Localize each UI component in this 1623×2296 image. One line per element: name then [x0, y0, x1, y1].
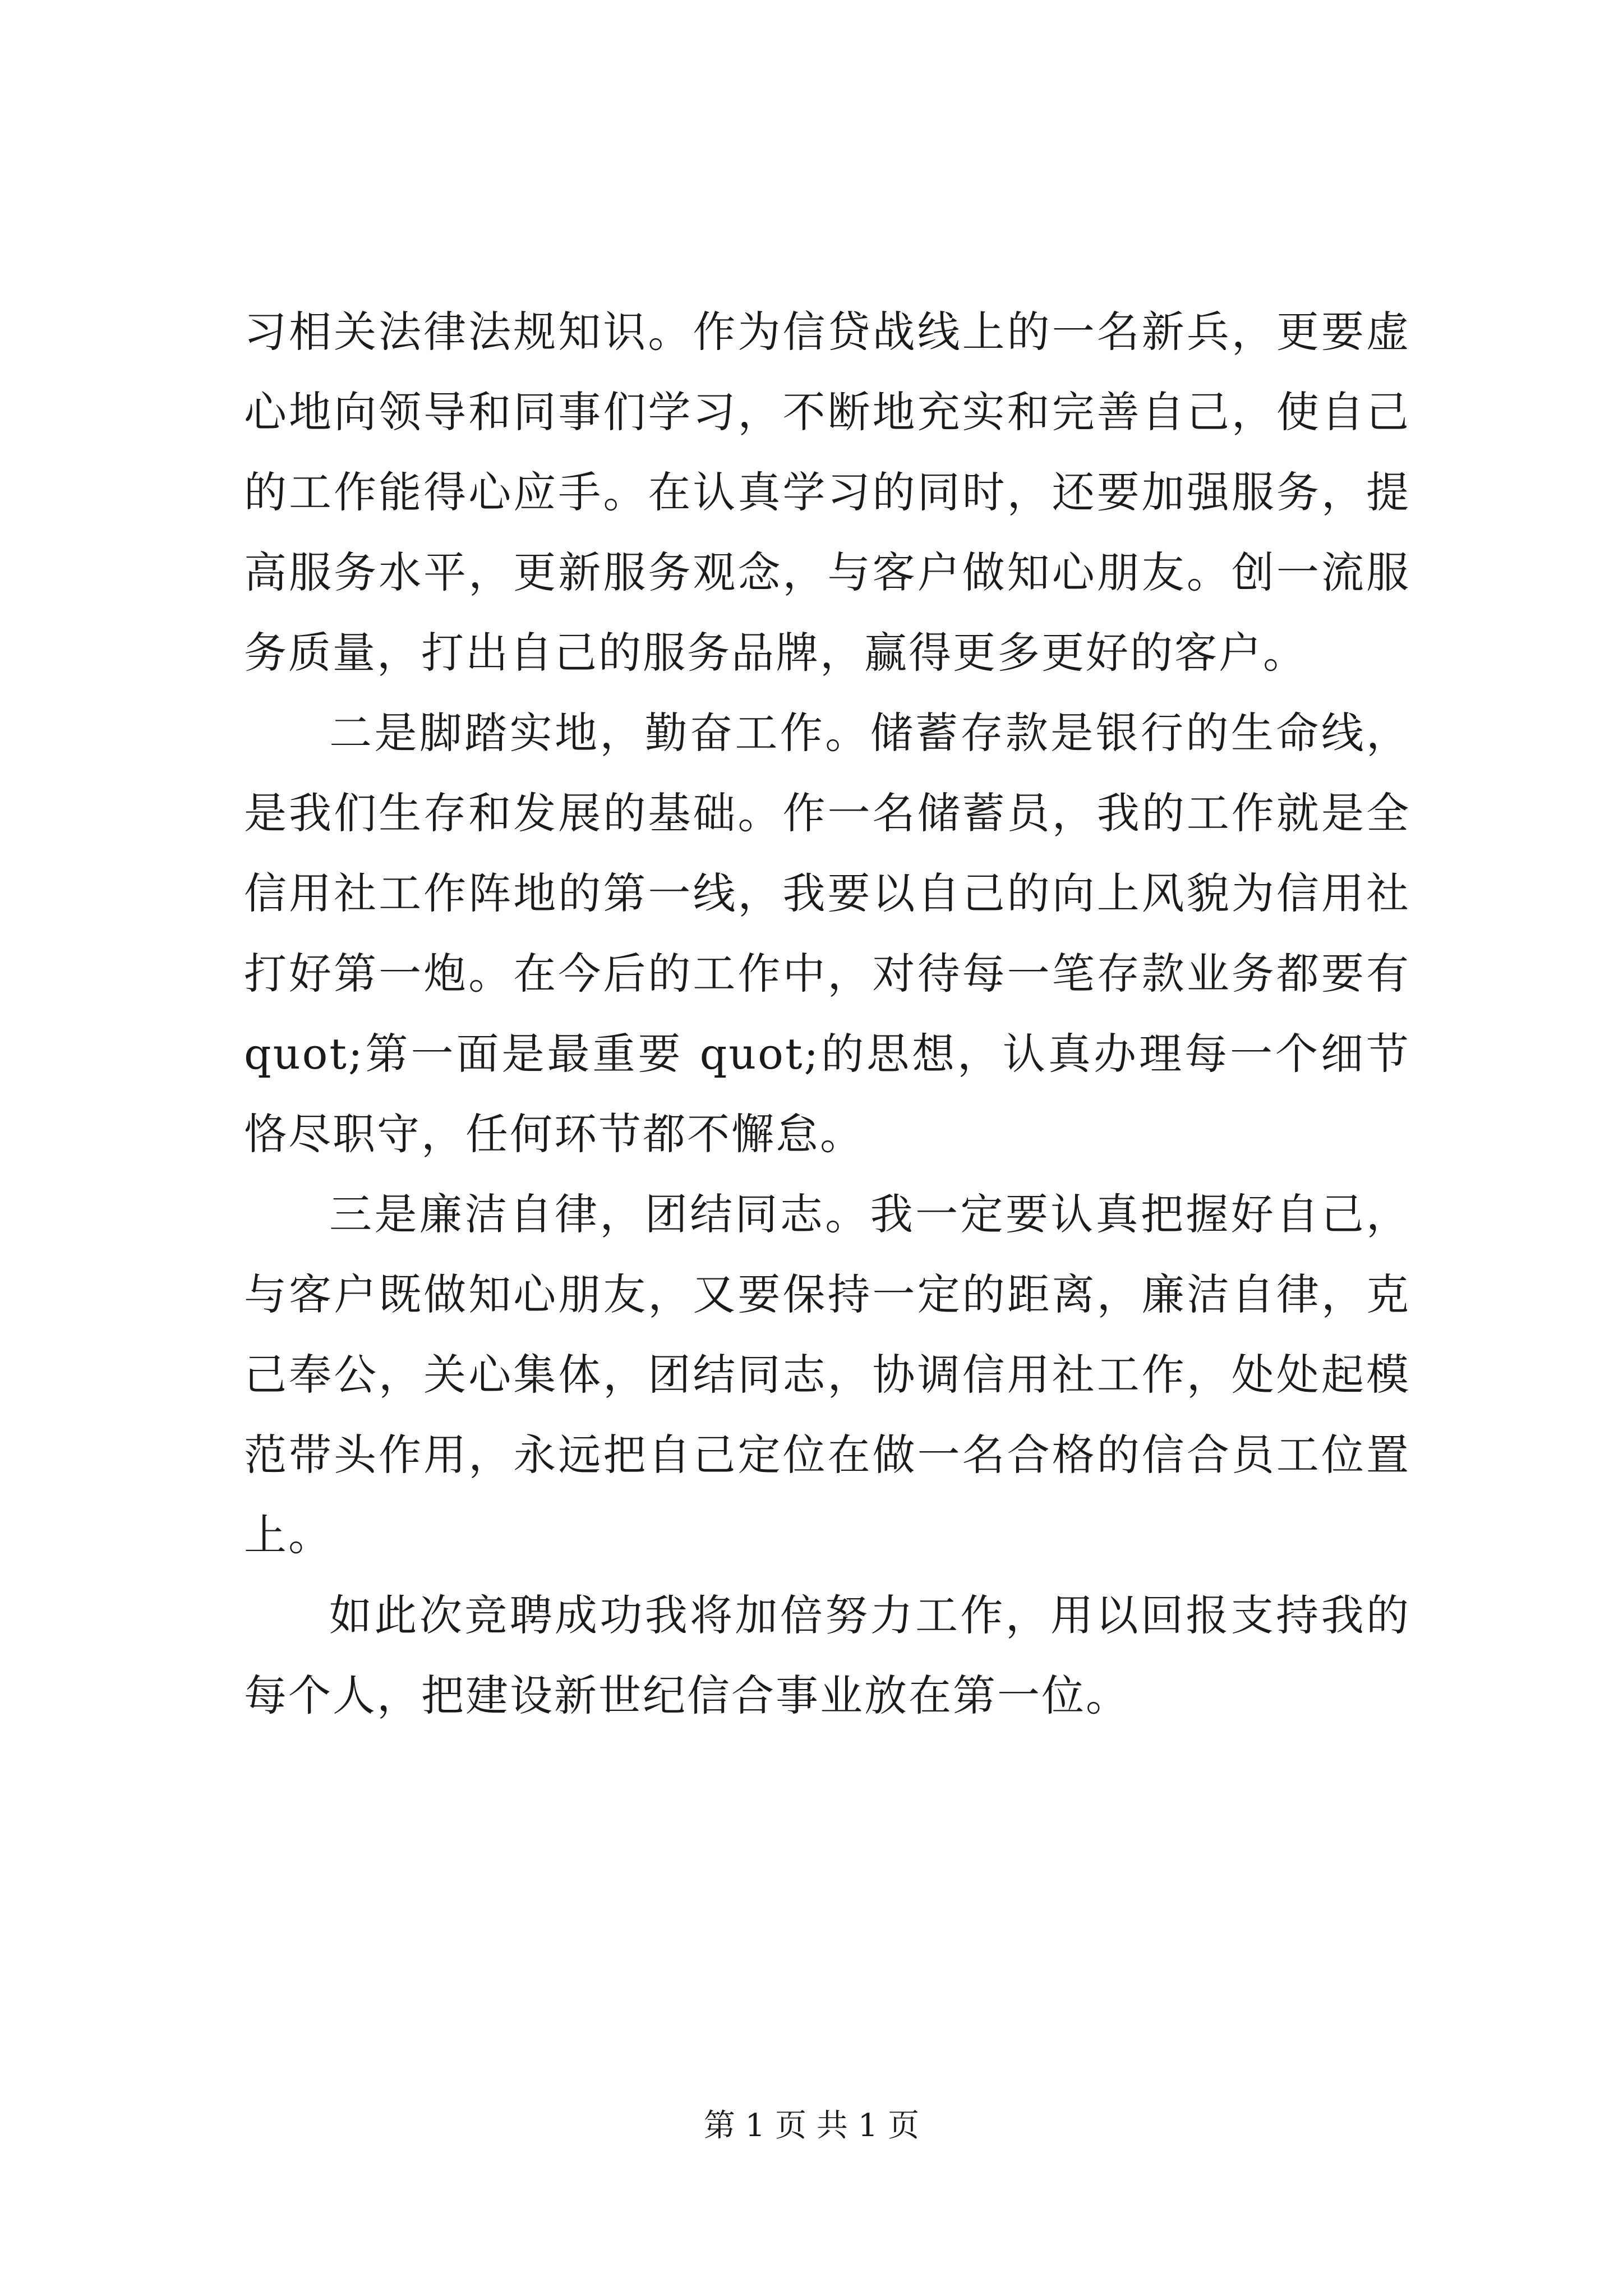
- page-footer: 第 1 页 共 1 页: [703, 2108, 920, 2144]
- paragraph-continuation: 习相关法律法规知识。作为信贷战线上的一名新兵，更要虚心地向领导和同事们学习，不断地充实和完善自己，使自己的工作能得心应手。在认真学习的同时，还要加强服务，提高服务水平，更新服务观念，与客户做知心朋友。创一流服务质量，打出自己的服务品牌，赢得更多更好的客户。: [244, 307, 1410, 678]
- paragraph-closing: 如此次竞聘成功我将加倍努力工作，用以回报支持我的每个人，把建设新世纪信合事业放在第一位。: [244, 1590, 1410, 1720]
- paragraph-point-two: 二是脚踏实地，勤奋工作。储蓄存款是银行的生命线，是我们生存和发展的基础。作一名储蓄员，我的工作就是全信用社工作阵地的第一线，我要以自己的向上风貌为信用社打好第一炮。在今后的工作中，对待每一笔存款业务都要有 quot;第一面是最重要 quot;的思想，认真办理每一个细节恪尽职守，任何环节都不懈怠。: [244, 708, 1410, 1159]
- paragraph-point-three: 三是廉洁自律，团结同志。我一定要认真把握好自己，与客户既做知心朋友，又要保持一定的距离，廉洁自律，克己奉公，关心集体，团结同志，协调信用社工作，处处起模范带头作用，永远把自己定位在做一名合格的信合员工位置上。: [244, 1189, 1410, 1560]
- document-body: [244, 292, 1410, 1736]
